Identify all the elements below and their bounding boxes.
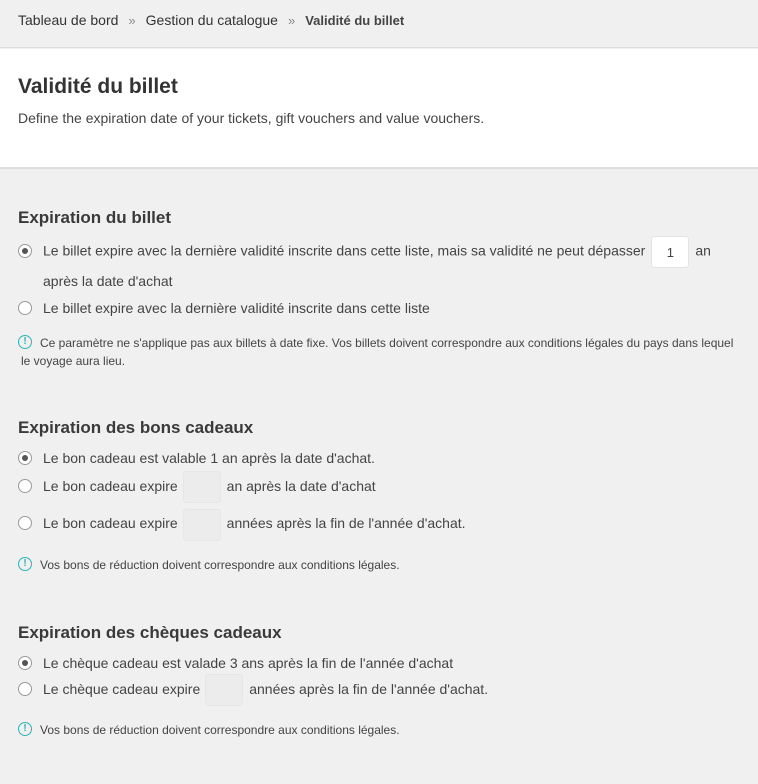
gift-cheque-years-input[interactable] <box>205 674 243 706</box>
gift-cheque-option-fixed-radio[interactable] <box>18 656 32 670</box>
breadcrumb-dashboard-link[interactable]: Tableau de bord <box>18 12 119 28</box>
gift-voucher-info-note <box>18 556 740 574</box>
gift-cheque-title: Expiration des chèques cadeaux <box>18 622 282 642</box>
ticket-option-max-validity-label-cont: après la date d'achat <box>43 273 173 289</box>
ticket-option-unit: an <box>695 242 711 259</box>
gift-voucher-section <box>0 370 758 574</box>
gift-voucher-years-after-year-end-input[interactable] <box>183 509 221 541</box>
breadcrumb-current: Validité du billet <box>305 13 405 28</box>
gift-cheque-info-note <box>18 721 740 739</box>
ticket-option-max-validity-radio[interactable] <box>18 244 32 258</box>
ticket-max-years-input[interactable] <box>651 236 689 268</box>
gift-voucher-option-fixed[interactable] <box>18 448 740 468</box>
ticket-info-note <box>18 334 740 370</box>
gift-voucher-option-fixed-label: Le bon cadeau est valable 1 an après la date d'achat. <box>43 450 375 466</box>
info-icon: ! <box>18 557 32 571</box>
ticket-option-max-validity[interactable] <box>18 236 740 295</box>
gift-voucher-title: Expiration des bons cadeaux <box>18 418 254 437</box>
gift-cheque-option-fixed[interactable] <box>18 653 740 673</box>
ticket-option-max-validity-label: Le billet expire avec la dernière validité inscrite dans cette liste, mais sa validité ne peut dépasser <box>43 242 646 259</box>
ticket-expiration-title: Expiration du billet <box>18 208 172 227</box>
gift-voucher-option-years-after-purchase-radio[interactable] <box>18 479 32 493</box>
ticket-expiration-section <box>0 169 758 370</box>
gift-voucher-option-years-after-purchase-label: Le bon cadeau expire <box>43 478 178 494</box>
gift-voucher-option-years-after-purchase-suffix: an après la date d'achat <box>226 478 376 494</box>
breadcrumb <box>0 0 758 48</box>
gift-voucher-option-fixed-radio[interactable] <box>18 451 32 465</box>
gift-cheque-option-years-after-year-end-radio[interactable] <box>18 682 32 696</box>
gift-cheque-option-years-after-year-end-suffix: années après la fin de l'année d'achat. <box>249 680 489 697</box>
breadcrumb-catalog-link[interactable]: Gestion du catalogue <box>145 12 278 28</box>
gift-voucher-option-years-after-year-end-suffix: années après la fin de l'année d'achat. <box>226 515 466 532</box>
page-description: Define the expiration date of your tickets, gift vouchers and value vouchers. <box>18 110 485 126</box>
breadcrumb-separator: » <box>287 13 296 28</box>
gift-voucher-option-years-after-year-end-radio[interactable] <box>18 516 32 530</box>
ticket-info-text: Ce paramètre ne s'applique pas aux billets à date fixe. Vos billets doivent correspondre aux conditions légales du pays dans lequel le voyage aura lieu. <box>21 336 734 368</box>
gift-voucher-option-years-after-purchase[interactable] <box>18 470 740 503</box>
gift-cheque-section <box>0 574 758 739</box>
breadcrumb-separator: » <box>128 13 136 28</box>
page-title: Validité du billet <box>18 75 178 98</box>
gift-cheque-option-fixed-label: Le chèque cadeau est valade 3 ans après la fin de l'année d'achat <box>43 654 454 671</box>
info-icon: ! <box>18 335 32 349</box>
gift-voucher-years-input[interactable] <box>183 471 221 503</box>
gift-voucher-option-years-after-year-end-label: Le bon cadeau expire <box>43 515 178 532</box>
page-header <box>0 49 758 169</box>
gift-cheque-option-years-after-year-end[interactable] <box>18 673 740 706</box>
gift-voucher-info-text: Vos bons de réduction doivent correspondre aux conditions légales. <box>40 557 400 572</box>
gift-cheque-info-text: Vos bons de réduction doivent correspondre aux conditions légales. <box>40 722 400 737</box>
gift-voucher-option-years-after-year-end[interactable] <box>18 507 740 540</box>
ticket-option-last-validity-radio[interactable] <box>18 301 32 315</box>
ticket-option-last-validity-label: Le billet expire avec la dernière validité inscrite dans cette liste <box>43 300 430 316</box>
gift-cheque-option-years-after-year-end-label: Le chèque cadeau expire <box>43 680 201 697</box>
info-icon: ! <box>18 722 32 736</box>
ticket-option-last-validity[interactable] <box>18 295 740 322</box>
